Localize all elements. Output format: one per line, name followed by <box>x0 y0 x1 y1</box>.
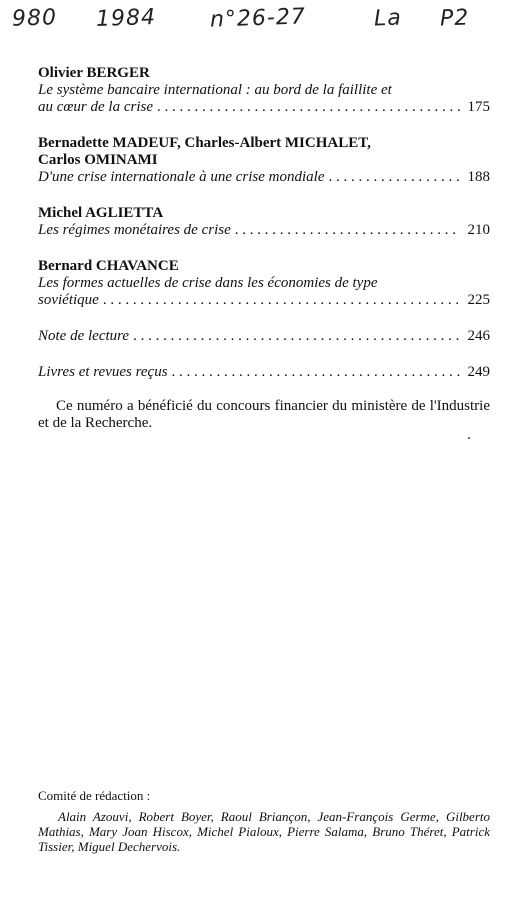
handwritten-publisher-1: La <box>373 5 403 32</box>
toc-entry-livres-et-revues <box>38 364 490 381</box>
toc-page-number: 249 <box>467 364 490 380</box>
toc-page-number: 246 <box>467 328 490 344</box>
handwritten-year: 1984 <box>95 4 157 33</box>
toc-title-end: Les régimes monétaires de crise <box>38 222 231 238</box>
toc-leader-line <box>38 364 490 381</box>
toc-entry-aglietta <box>38 205 490 239</box>
funding-note: Ce numéro a bénéficié du concours financier du ministère de l'Industrie et de la Recherche. <box>38 398 490 431</box>
editorial-committee <box>38 788 490 854</box>
toc-title-end: au cœur de la crise <box>38 99 153 115</box>
toc-leader-line <box>38 328 490 345</box>
stray-mark <box>468 437 470 439</box>
toc-title-end: Livres et revues reçus <box>38 364 168 380</box>
toc-entry-note-de-lecture <box>38 328 490 345</box>
toc-page-number: 175 <box>467 99 490 115</box>
toc-page-number: 210 <box>467 222 490 238</box>
leader-dots <box>235 222 460 239</box>
table-of-contents <box>38 65 490 400</box>
leader-dots <box>103 292 460 309</box>
toc-author: Michel AGLIETTA <box>38 205 164 221</box>
leader-dots <box>172 364 460 381</box>
leader-dots <box>329 169 461 186</box>
handwritten-publisher-2: P2 <box>439 5 470 32</box>
committee-members: Alain Azouvi, Robert Boyer, Raoul Briançon, Jean-François Germe, Gilberto Mathias, Mary Joan Hiscox, Michel Pialoux, Pierre Salama, Bruno Théret, Patrick Tissier, Miguel Dechervois. <box>38 809 490 854</box>
toc-leader-line <box>38 292 490 309</box>
toc-title-end: soviétique <box>38 292 99 308</box>
handwritten-annotation <box>0 0 508 44</box>
toc-title-line: Les formes actuelles de crise dans les économies de type <box>38 275 378 291</box>
toc-author: Olivier BERGER <box>38 65 150 81</box>
handwritten-issue: n°26-27 <box>209 4 307 33</box>
handwritten-number: 980 <box>11 5 58 32</box>
toc-entry-madeuf <box>38 135 490 186</box>
toc-leader-line <box>38 222 490 239</box>
toc-title-line: Le système bancaire international : au bord de la faillite et <box>38 82 392 98</box>
toc-leader-line <box>38 169 490 186</box>
toc-author: Bernard CHAVANCE <box>38 258 179 274</box>
toc-author: Bernadette MADEUF, Charles-Albert MICHALET, <box>38 135 371 151</box>
toc-page-number: 225 <box>467 292 490 308</box>
toc-entry-berger <box>38 65 490 116</box>
toc-author: Carlos OMINAMI <box>38 152 158 168</box>
toc-title-end: D'une crise internationale à une crise mondiale <box>38 169 325 185</box>
toc-title-end: Note de lecture <box>38 328 130 344</box>
toc-leader-line <box>38 99 490 116</box>
leader-dots <box>133 328 460 345</box>
toc-page-number: 188 <box>467 169 490 185</box>
toc-entry-chavance <box>38 258 490 309</box>
leader-dots <box>157 99 460 116</box>
committee-heading: Comité de rédaction : <box>38 788 151 803</box>
